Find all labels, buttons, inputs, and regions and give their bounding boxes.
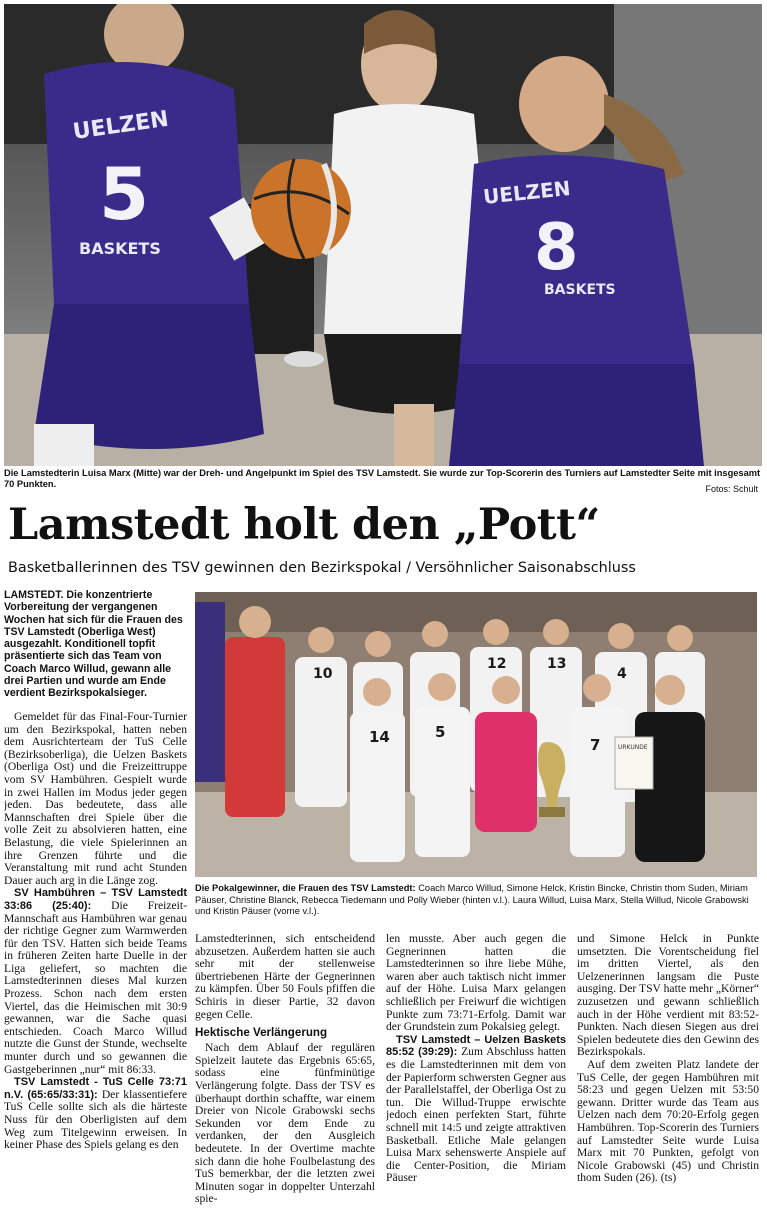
- svg-text:URKUNDE: URKUNDE: [618, 744, 648, 751]
- body-paragraph: Zum Abschluss hatten es die Lamstedterinnen mit dem von der Papierform schwersten Gegner aus der Parallelstaffel, der Oberliga Ost zu tun. Die Willud-Truppe erwischte jedoch einen perfekten Start, führte schnell mit 14:5 und zeigte attraktiven Basketball. Etliche Male gelangen Luisa Marx sehenswerte Anspiele auf die Center-Position, die Miriam Päuser: [386, 1045, 566, 1185]
- caption-text: Die Lamstedterin Luisa Marx (Mitte) war der Dreh- und Angelpunkt im Spiel des TSV Lamstedt. Sie wurde zur Top-Scorerin des Turniers auf Lamstedter Seite mit insgesamt 70 Punkten.: [4, 468, 761, 489]
- certificate: [615, 737, 653, 789]
- svg-text:7: 7: [590, 736, 601, 754]
- photo-credit: Fotos: Schult: [705, 484, 758, 494]
- svg-text:5: 5: [99, 152, 150, 236]
- body-paragraph: Der klassentiefere TuS Celle sollte sich als die härteste Nuss für den Oberligisten auf dem Weg zum Titelgewinn erweisen. In keiner Phase des Spiels gelang es den: [4, 1087, 187, 1152]
- basketball-game-illustration: [4, 4, 762, 466]
- team-photo-caption: [195, 883, 761, 919]
- svg-text:5: 5: [435, 723, 446, 741]
- body-paragraph: Gemeldet für das Final-Four-Turnier um den Bezirkspokal, hatten neben dem Ausrichterteam der TuS Celle (Bezirksoberliga), die Uelzen Baskets (Oberliga Ost) und die Freizeittruppe vom SV Hambühren. Gespielt wurde in zwei Hallen im Modus jeder gegen jeden. Das bedeutete, dass alle Mannschaften drei Spiele über die volle Zeit zu absolvieren hatten, eine Belastung, die viele Spielerinnen an ihre Grenzen führte und die Veranstaltung mit rund acht Stunden Dauer auch arg in die Länge zog.: [4, 711, 187, 887]
- column-1: [4, 711, 187, 1206]
- svg-text:BASKETS: BASKETS: [79, 239, 161, 258]
- subheading: Hektische Verlängerung: [195, 1026, 328, 1040]
- body-paragraph: Die Freizeit-Mannschaft aus Hambühren war genau der richtige Gegner zum Warmwerden für den TSV. Hatten sich beide Teams in früheren Zeiten harte Duelle in der Liga geliefert, so machten die Lamstedterinnen dieses Mal kurzen Prozess. Schon nach dem ersten Viertel, das die Heimischen mit 30:9 gewannen, war die Sache quasi entschieden. Coach Marco Willud nutzte die Gunst der Stunde, wechselte munter durch und so gewannen die Gastgeberinnen „nur“ mit 86:33.: [4, 898, 187, 1076]
- column-4: [577, 933, 759, 1205]
- svg-text:12: 12: [487, 656, 507, 672]
- body-paragraph: Lamstedterinnen, sich entscheidend abzusetzen. Außerdem hatten sie auch sehr mit der stellenweise übertriebenen Härte der Gegnerinnen zu kämpfen. Über 50 Fouls pfiffen die Schiris in dieser Partie, 32 davon gegen Celle.: [195, 933, 375, 1021]
- column-2: [195, 933, 375, 1205]
- headline: Lamstedt holt den „Pott“: [8, 500, 600, 550]
- svg-text:UELZEN: UELZEN: [482, 175, 572, 209]
- body-paragraph: und Simone Helck in Punkte umsetzten. Die Vorentscheidung fiel im dritten Viertel, als den Uelzenerinnen langsam die Puste ausging. Der TSV hatte mehr „Körner“ zuzusetzen und gewann schließlich auch in der Höhe verdient mit 83:52-Punkten. Nach diesen Siegen aus drei Spielen bedeutete dies den Gewinn des Bezirkspokals.: [577, 933, 759, 1059]
- body-paragraph: Auf dem zweiten Platz landete der TuS Celle, der gegen Hambühren mit 58:23 und gegen Uelzen mit 53:50 gewann. Dritter wurde das Team aus Uelzen nach dem 70:20-Erfolg gegen Hambühren. Top-Scorerin des Turniers auf Lamstedter Seite wurde Luisa Marx mit 70 Punkten, gefolgt von Nicole Grabowski (45) und Christin thom Suden (26).: [577, 1057, 759, 1185]
- author-sign: (ts): [660, 1171, 677, 1185]
- svg-text:14: 14: [369, 728, 390, 746]
- top-photo-caption: [4, 468, 762, 498]
- body-paragraph: Nach dem Ablauf der regulären Spielzeit lautete das Ergebnis 65:65, sodass eine fünfminütige Verlängerung folgte. Dass der TSV es überhaupt dorthin schaffte, war einem Dreier von Nicole Grabowski sechs Sekunden vor dem Ende zu verdanken, der den Ausgleich bedeutete. In der Overtime machte sich dann die hohe Foulbelastung des TuS bemerkbar, der die letzten zwei Minuten sogar in doppelter Unterzahl spie-: [195, 1041, 375, 1205]
- game-result-heading: TSV Lamstedt - TuS Celle 73:71 n.V. (65:65/33:31):: [4, 1076, 187, 1101]
- game-result-heading: TSV Lamstedt – Uelzen Baskets 85:52 (39:29):: [386, 1033, 566, 1059]
- team-photo: [195, 592, 757, 877]
- caption-text: Coach Marco Willud, Simone Helck, Kristin Bincke, Christin thom Suden, Miriam Päuser, Christine Blanck, Rebecca Tiedemann und Polly Wieber (hinten v.l.). Laura Willud, Luisa Marx, Stella Willud, Nicole Grabowski und Kristin Päuser (vorne v.l.).: [195, 883, 749, 916]
- svg-text:13: 13: [547, 656, 567, 672]
- body-paragraph: len musste. Aber auch gegen die Gegnerinnen hatten die Lamstedterinnen so ihre liebe Mühe, waren aber auch taktisch nicht immer auf der Höhe. Luisa Marx gelangen schließlich per Freiwurf die wichtigen Punkte zum 73:71-Erfolg. Damit war der Grundstein zum Pokalsieg gelegt.: [386, 933, 566, 1034]
- game-result-heading: SV Hambühren – TSV Lamstedt 33:86 (25:40):: [4, 887, 187, 912]
- svg-text:10: 10: [313, 666, 333, 682]
- svg-text:4: 4: [617, 666, 627, 682]
- svg-text:UELZEN: UELZEN: [71, 106, 171, 145]
- svg-text:BASKETS: BASKETS: [544, 282, 616, 298]
- svg-text:8: 8: [534, 211, 579, 285]
- team-group-illustration: [195, 592, 757, 877]
- intro-paragraph: LAMSTEDT. Die konzentrierte Vorbereitung der vergangenen Wochen hat sich für die Frauen des TSV Lamstedt (Oberliga West) ausgezahlt. Konditionell topfit präsentierte sich das Team von Coach Marco Willud, gewann alle drei Partien und wurde am Ende verdient Bezirkspokalsieger.: [4, 589, 183, 700]
- column-3: [386, 933, 566, 1205]
- caption-lead: Die Pokalgewinner, die Frauen des TSV Lamstedt:: [195, 883, 416, 893]
- top-photo: [4, 4, 762, 466]
- basketball-icon: [251, 159, 351, 259]
- subline: Basketballerinnen des TSV gewinnen den Bezirkspokal / Versöhnlicher Saisonabschluss: [8, 560, 636, 576]
